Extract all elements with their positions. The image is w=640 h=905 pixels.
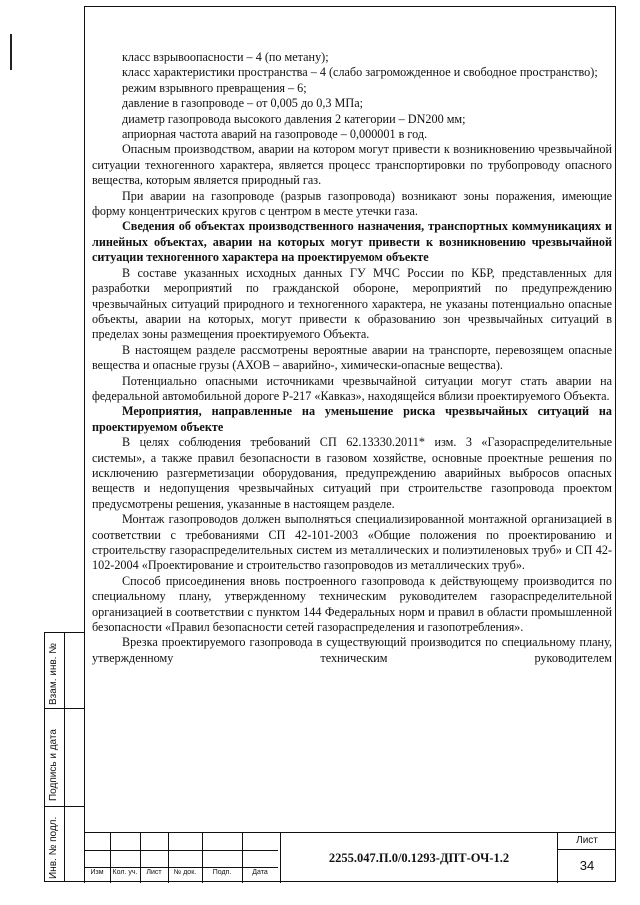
header-izm: Изм — [90, 869, 104, 876]
sheet-number: 34 — [579, 858, 595, 873]
body-paragraph: Опасным производством, аварии на котором могут привести к возникновению чрезвычайной ситуации техногенного характера, является процесс транспортировки по трубопроводу опасного вещества, которым является природный газ. — [92, 142, 612, 188]
body-paragraph: В целях соблюдения требований СП 62.13330.2011* изм. 3 «Газораспределительные системы», а также правил безопасности в газовом хозяйстве, основные проектные решения по исключению разгерметизации оборудования, предупреждению аварийных выбросов опасных веществ и недопущения чрезвычайных ситуаций при строительстве газопровода проектом предусмотрены решения, указанные в настоящем разделе. — [92, 435, 612, 511]
side-stamp — [44, 632, 84, 882]
body-paragraph: Потенциально опасными источниками чрезвычайной ситуации могут стать аварии на федеральной автомобильной дороге Р-217 «Кавказ», находящейся вблизи проектируемого Объекта. — [92, 373, 612, 403]
body-paragraph: Способ присоединения вновь построенного газопровода к действующему производится по специальному плану, утвержденному техническим руководителем газораспределительной организацией в соответствии с пунктом 144 Федеральных норм и правил в области промышленной безопасности «Правил безопасности сетей газораспределения и газопотребления». — [92, 573, 612, 635]
body-paragraph: давление в газопроводе – от 0,005 до 0,3 МПа; — [122, 96, 363, 111]
side-stamp-value-column — [65, 633, 85, 881]
inv-podl-label: Инв. № подл. — [48, 816, 59, 879]
header-n-dok: № док. — [173, 869, 197, 876]
sheet-label: Лист — [558, 833, 616, 850]
side-stamp-label-column — [45, 633, 65, 881]
document-code: 2255.047.П.0/0.1293-ДПТ-ОЧ-1.2 — [280, 833, 558, 883]
vzam-inv-label: Взам. инв. № — [48, 643, 59, 705]
header-list: Лист — [146, 869, 162, 876]
body-paragraph: В настоящем разделе рассмотрены вероятные аварии на транспорте, перевозящем опасные вещества и опасные грузы (АХОВ – аварийно-, химически-опасные вещества). — [92, 342, 612, 373]
revision-grid — [84, 833, 278, 883]
title-block — [84, 832, 616, 882]
body-paragraph: априорная частота аварий на газопроводе – 0,000001 в год. — [122, 127, 428, 142]
binding-mark — [10, 34, 12, 70]
side-value-vzam — [65, 633, 85, 709]
body-paragraph: Врезка проектируемого газопровода в существующий производится по специальному плану, утвержденному техническим руководителем — [92, 635, 612, 665]
side-cell-vzam — [45, 633, 65, 709]
header-kol-uch: Кол. уч. — [112, 869, 138, 876]
section-heading: Мероприятия, направленные на уменьшение риска чрезвычайных ситуаций на проектируемом объекте — [92, 404, 612, 434]
body-paragraph: класс характеристики пространства – 4 (слабо загроможденное и свободное пространство); — [122, 65, 598, 80]
side-cell-podpis — [45, 709, 65, 807]
body-paragraph: В составе указанных исходных данных ГУ МЧС России по КБР, представленных для разработки мероприятий по гражданской обороне, мероприятий по предупреждению чрезвычайных ситуаций природного и техногенного характера, не указаны потенциально опасные объекты, аварии на которых, могут привести к образованию зон чрезвычайных ситуаций в пределах зоны размещения проектируемого Объекта. — [92, 265, 612, 342]
podpis-data-label: Подпись и дата — [48, 729, 59, 801]
body-paragraph: Монтаж газопроводов должен выполняться специализированной монтажной организацией в соответствии с требованиями СП 42-101-2003 «Общие положения по проектированию и строительству газораспределительных систем из металлических и полиэтиленовых труб» и СП 42-102-2004 «Проектирование и строительство газопроводов из металлических труб». — [92, 512, 612, 573]
body-paragraph: диаметр газопровода высокого давления 2 категории – DN200 мм; — [122, 111, 466, 126]
section-heading: Сведения об объектах производственного назначения, транспортных коммуникациях и линейных объектах, аварии на которых могут привести к возникновению чрезвычайной ситуации техногенного характера на проектируемом объекте — [92, 219, 612, 265]
body-paragraph: класс взрывоопасности – 4 (по метану); — [122, 50, 329, 64]
body-paragraph: режим взрывного превращения – 6; — [122, 80, 307, 95]
body-paragraph: При аварии на газопроводе (разрыв газопровода) возникают зоны поражения, имеющие форму концентрических кругов с центром в месте утечки газа. — [92, 188, 612, 219]
document-body — [92, 50, 612, 666]
sheet-box — [558, 833, 616, 883]
header-podp: Подп. — [212, 869, 232, 876]
header-data: Дата — [252, 869, 268, 876]
side-cell-inv — [45, 807, 65, 883]
side-value-podpis — [65, 709, 85, 807]
